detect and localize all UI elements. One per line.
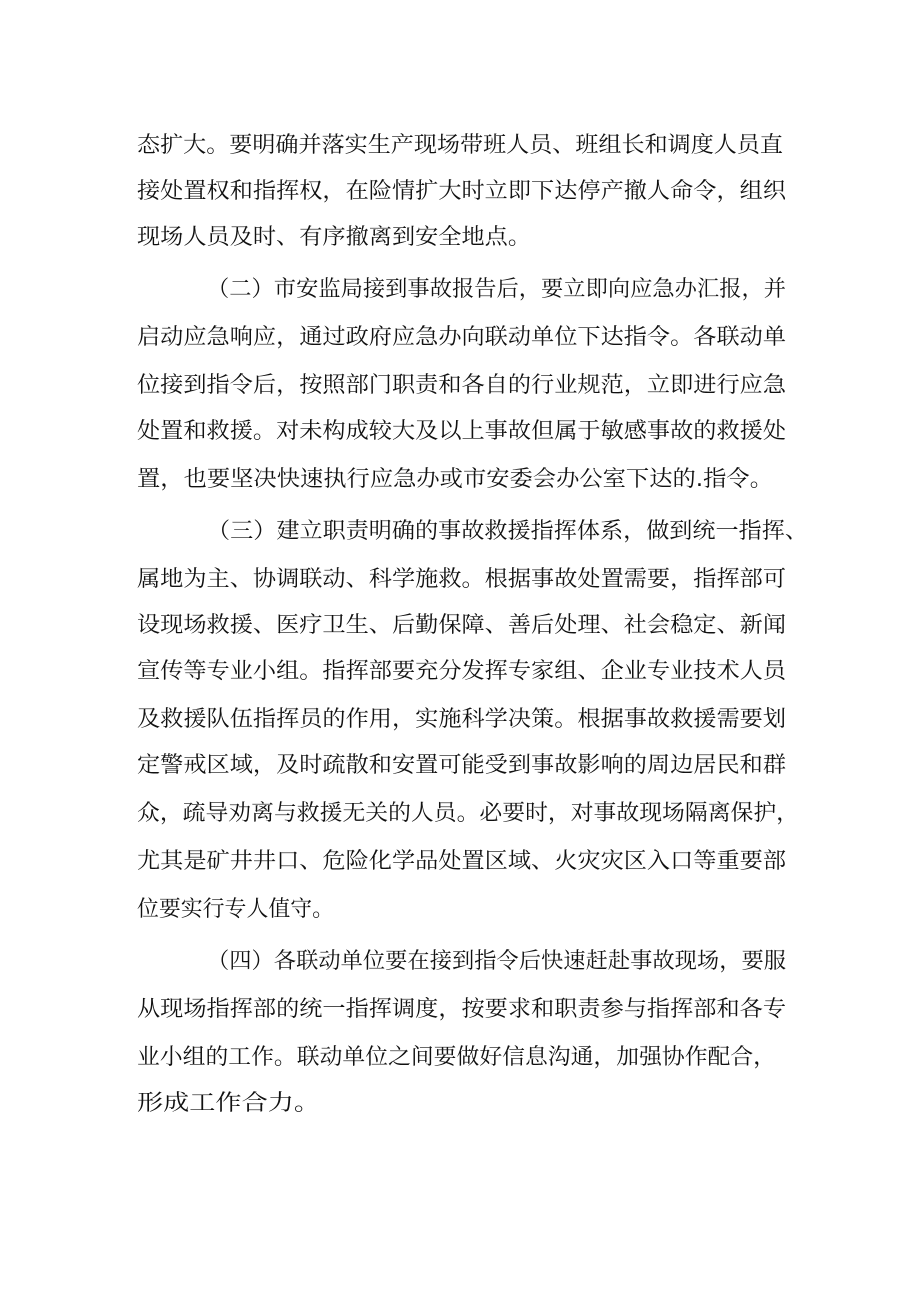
text-line: （二）市安监局接到事故报告后，要立即向应急办汇报，并 bbox=[207, 277, 787, 302]
text-line: 形成工作合力。 bbox=[137, 1091, 321, 1116]
text-line: 态扩大。要明确并落实生产现场带班人员、班组长和调度人员直 bbox=[137, 133, 784, 158]
text-line: 尤其是矿井井口、危险化学品处置区域、火灾灾区入口等重要部 bbox=[137, 849, 787, 874]
text-line: （四）各联动单位要在接到指令后快速赶赴事故现场，要服 bbox=[207, 949, 787, 974]
text-line: 及救援队伍指挥员的作用，实施科学决策。根据事故救援需要划 bbox=[137, 707, 787, 732]
text-line: 众，疏导劝离与救援无关的人员。必要时，对事故现场隔离保护， bbox=[137, 801, 800, 826]
text-line: 处置和救援。对未构成较大及以上事故但属于敏感事故的救援处 bbox=[137, 419, 787, 444]
text-line: 位要实行专人值守。 bbox=[137, 897, 335, 922]
text-line: 位接到指令后，按照部门职责和各自的行业规范，立即进行应急 bbox=[137, 373, 787, 398]
text-line: （三）建立职责明确的事故救援指挥体系，做到统一指挥、 bbox=[207, 519, 809, 544]
text-line: 启动应急响应，通过政府应急办向联动单位下达指令。各联动单 bbox=[137, 325, 787, 350]
text-line: 定警戒区域，及时疏散和安置可能受到事故影响的周边居民和群 bbox=[137, 753, 787, 778]
text-line: 业小组的工作。联动单位之间要做好信息沟通，加强协作配合， bbox=[137, 1045, 777, 1070]
text-line: 置，也要坚决快速执行应急办或市安委会办公室下达的.指令。 bbox=[137, 467, 773, 492]
text-line: 现场人员及时、有序撤离到安全地点。 bbox=[137, 225, 532, 250]
text-line: 从现场指挥部的统一指挥调度，按要求和职责参与指挥部和各专 bbox=[137, 997, 787, 1022]
text-line: 接处置权和指挥权，在险情扩大时立即下达停产撤人命令，组织 bbox=[137, 179, 787, 204]
text-line: 属地为主、协调联动、科学施救。根据事故处置需要，指挥部可 bbox=[137, 567, 787, 592]
text-line: 宣传等专业小组。指挥部要充分发挥专家组、企业专业技术人员 bbox=[137, 659, 787, 684]
text-line: 设现场救援、医疗卫生、后勤保障、善后处理、社会稳定、新闻 bbox=[137, 613, 787, 638]
